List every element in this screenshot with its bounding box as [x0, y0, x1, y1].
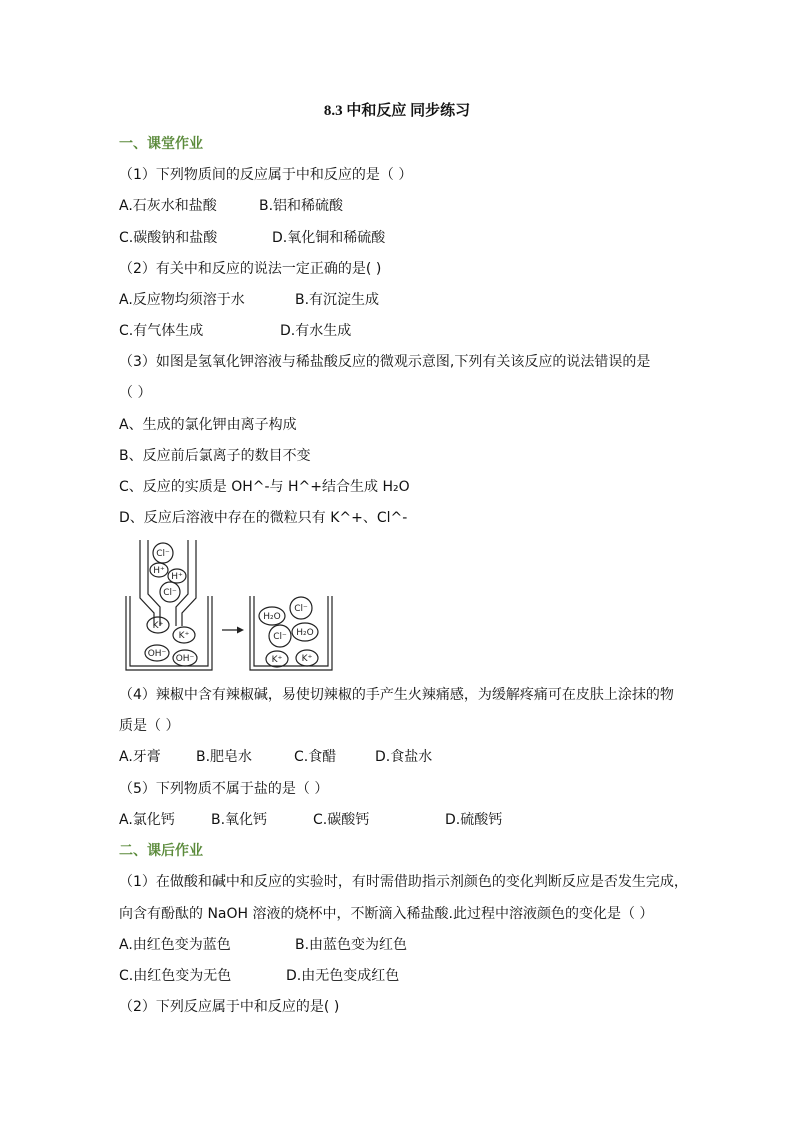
question-3-option-b: B、反应前后氯离子的数目不变 [119, 448, 311, 464]
question-3-answer-paren: （ ） [119, 385, 152, 401]
question-4-option-c: C.食醋 [294, 749, 337, 765]
question-4-stem: （4）辣椒中含有辣椒碱，易使切辣椒的手产生火辣痛感，为缓解疼痛可在皮肤上涂抹的物 [119, 687, 674, 703]
ion-label-h: H⁺ [171, 572, 183, 582]
ion-label-oh: OH⁻ [175, 654, 195, 664]
question-5-stem: （5）下列物质不属于盐的是（ ） [119, 781, 329, 797]
ion-label-k: K⁺ [271, 655, 283, 665]
question-1-stem: （1）下列物质间的反应属于中和反应的是（ ） [119, 167, 413, 183]
page-title: 8.3 中和反应 同步练习 [323, 103, 471, 119]
ion-label-cl: Cl⁻ [156, 549, 170, 559]
homework-1-option-d: D.由无色变成红色 [286, 968, 400, 984]
homework-1-option-a: A.由红色变为蓝色 [119, 937, 231, 953]
question-5-option-c: C.碳酸钙 [313, 812, 370, 828]
question-4-option-a: A.牙膏 [119, 749, 161, 765]
question-1-option-d: D.氧化铜和稀硫酸 [272, 230, 386, 246]
question-2-option-c: C.有气体生成 [119, 323, 204, 339]
question-1-option-a: A.石灰水和盐酸 [119, 198, 217, 214]
ion-label-oh: OH⁻ [147, 649, 167, 659]
question-5-option-d: D.硫酸钙 [445, 812, 503, 828]
molecule-label-h2o: H₂O [263, 612, 281, 622]
question-2-stem: （2）有关中和反应的说法一定正确的是( ) [119, 261, 382, 277]
ion-label-cl: Cl⁻ [163, 588, 177, 598]
homework-2-stem: （2）下列反应属于中和反应的是( ) [119, 999, 340, 1015]
question-3-option-d: D、反应后溶液中存在的微粒只有 K^+、Cl^- [119, 510, 408, 526]
question-4-option-b: B.肥皂水 [196, 749, 253, 765]
question-1-option-c: C.碳酸钠和盐酸 [119, 230, 218, 246]
ion-label-cl: Cl⁻ [294, 604, 308, 614]
question-4-option-d: D.食盐水 [375, 749, 433, 765]
question-3-stem: （3）如图是氢氧化钾溶液与稀盐酸反应的微观示意图,下列有关该反应的说法错误的是 [119, 354, 651, 370]
ion-label-cl: Cl⁻ [273, 632, 287, 642]
ion-label-k: K⁺ [301, 654, 313, 664]
question-4-stem-continued: 质是（ ） [119, 718, 180, 734]
section-heading-homework: 二、课后作业 [119, 843, 203, 859]
question-3-option-c: C、反应的实质是 OH^-与 H^+结合生成 H₂O [119, 479, 410, 495]
question-1-option-b: B.铝和稀硫酸 [259, 198, 344, 214]
ion-label-h: H⁺ [153, 566, 165, 576]
section-heading-classwork: 一、课堂作业 [119, 136, 203, 152]
homework-1-option-b: B.由蓝色变为红色 [295, 937, 408, 953]
homework-1-option-c: C.由红色变为无色 [119, 968, 232, 984]
ion-label-k: K⁺ [152, 621, 164, 631]
question-5-option-b: B.氧化钙 [211, 812, 268, 828]
question-5-option-a: A.氯化钙 [119, 812, 175, 828]
homework-1-stem: （1）在做酸和碱中和反应的实验时，有时需借助指示剂颜色的变化判断反应是否发生完成， [119, 874, 688, 890]
ion-label-k: K⁺ [178, 631, 190, 641]
question-2-option-a: A.反应物均须溶于水 [119, 292, 245, 308]
question-2-option-b: B.有沉淀生成 [295, 292, 380, 308]
homework-1-stem-continued: 向含有酚酞的 NaOH 溶液的烧杯中，不断滴入稀盐酸.此过程中溶液颜色的变化是（ ） [119, 906, 654, 922]
reaction-diagram [120, 538, 340, 672]
question-3-option-a: A、生成的氯化钾由离子构成 [119, 417, 297, 433]
question-2-option-d: D.有水生成 [280, 323, 352, 339]
molecule-label-h2o: H₂O [296, 628, 314, 638]
